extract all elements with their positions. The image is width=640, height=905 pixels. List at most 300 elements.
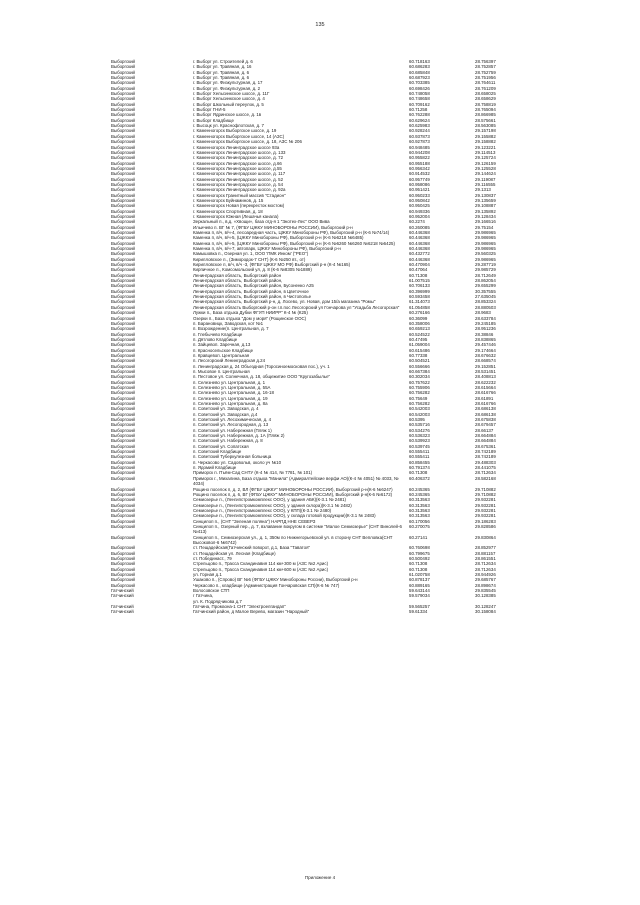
latitude-cell: 60.593458 [409, 294, 430, 300]
address-cell: п. Селезнево ул. Центральная, д. 19 [193, 395, 268, 401]
district-cell: Выборгский [111, 326, 136, 332]
address-cell: п. Ядомий Кладбище [193, 465, 237, 471]
longitude-cell: 28.742189 [475, 449, 496, 455]
address-cell: Каменка п, в/ч, в/ч-5, (ЦЖКУ Минобороны РФ), Выборгский р-н (К-6 №6260 №6260 №6218 №6425) [193, 240, 395, 246]
address-cell: п. Глебычево Кладбище [193, 331, 243, 337]
district-cell: Выборгский [111, 144, 136, 150]
district-cell: Выборгский [111, 555, 136, 561]
latitude-cell: 60.270075 [409, 523, 430, 529]
district-cell: Выборгский [111, 181, 136, 187]
address-cell: ул. К. Подрядчикова д.7 [193, 598, 242, 604]
latitude-cell: 60.799675 [409, 550, 430, 556]
address-cell: ул. Горная д.1 [193, 572, 222, 577]
address-cell: г Гатчина, [193, 593, 214, 599]
longitude-cell: 29.158882 [475, 139, 496, 145]
address-cell: г. Каменногорск Ленинградское шоссе, д. 133 [193, 149, 286, 155]
district-cell: Выборгский [111, 187, 136, 193]
longitude-cell: 28.742189 [475, 454, 496, 460]
latitude-cell: 60.432772 [409, 251, 430, 257]
address-cell: г. Каменногорск Буйнаминов, д. 15 [193, 197, 264, 203]
longitude-cell: 29.986965 [475, 230, 496, 235]
district-cell: Выборгский [111, 443, 136, 449]
latitude-cell: 60.542003 [409, 411, 430, 417]
district-cell: Выборгский [111, 358, 136, 364]
address-cell: Ленинградская область, Выборгский район, в Чистополье [193, 294, 312, 300]
longitude-cell: 29.144624 [475, 171, 496, 177]
district-cell: Выборгский [111, 278, 136, 284]
longitude-cell: 29.985729 [475, 267, 496, 273]
latitude-cell: 60.718163 [409, 59, 430, 64]
latitude-cell: 60.889165 [409, 582, 430, 588]
latitude-cell: 60.927873 [409, 139, 430, 145]
longitude-cell: 28.668574 [475, 358, 496, 364]
address-cell: п. Красносельское Кладбище [193, 347, 254, 353]
latitude-cell: 61.314073 [409, 299, 430, 305]
latitude-cell: 61.054858 [409, 304, 430, 310]
longitude-cell: 28.761209 [475, 85, 496, 91]
longitude-cell: 28.616766 [475, 401, 496, 406]
longitude-cell: 28.675838 [475, 417, 496, 423]
longitude-cell: 29.932281 [475, 513, 496, 519]
address-cell: Ленинградская область, Выборгский район, в Цветочное [193, 288, 309, 294]
address-cell: ст. Пещадейская(Гатчинский поворот, д.1, База "Таватоя" [193, 545, 311, 551]
longitude-cell: 29.932281 [475, 502, 496, 508]
address-cell: Ленинградская область, Выборгский район, [193, 278, 283, 284]
address-cell: г. Каменногорск Южная (Лешачья канала) [193, 213, 279, 219]
longitude-cell: 28.531451 [475, 368, 496, 374]
longitude-cell: 27.635045 [475, 294, 496, 300]
longitude-cell: 29.152851 [475, 363, 496, 369]
latitude-cell: 60.446368 [409, 246, 430, 252]
address-cell: Семиозерье п., (Ленгипстромкомплекс ООО), у здания склора)(К-3.1 № 2482) [193, 502, 352, 508]
district-cell: Выборгский [111, 406, 136, 412]
address-cell: Рощино поселок п, д. 2, ВЛ (ФГБУ ЦЖКУ" МИНОБОРОНЫ РОССИИ), Выборгский р-н(К-6 №6247) [193, 486, 393, 492]
address-cell: п. Советский ул. Лесогородная, д. 13 [193, 422, 269, 428]
address-cell: п. Пестовое ул. Солнечная, д. 18, общежитие ООО "Кругозабылье" [193, 374, 331, 380]
latitude-cell: 60.659213 [409, 326, 430, 332]
address-cell: Ленинградская область, Выборгский р-н, д. Лосево, ул. Новая, дом 15/а магазина "Ромы" [193, 299, 376, 305]
longitude-cell: 28.838865 [475, 336, 496, 342]
district-cell: Выборгский [111, 427, 136, 433]
longitude-cell: 28.582168 [475, 475, 496, 481]
latitude-cell: 60.629624 [409, 117, 430, 123]
latitude-cell: 60.956342 [409, 165, 430, 171]
longitude-cell: 29.135659 [475, 197, 496, 203]
address-cell: Камышовка п., Озерная ул. 1, ООО 'ПМК Инком' ("РЕО") [193, 251, 309, 257]
latitude-cell: 60.71258 [409, 107, 428, 113]
address-cell: г. Каменногорск Ленинградское шоссе, д. 92а [193, 187, 286, 193]
latitude-cell: 60.396999 [409, 288, 430, 294]
district-cell: Выборгский [111, 262, 136, 268]
latitude-cell: 60.756282 [409, 390, 430, 396]
longitude-cell: 29.174664 [475, 347, 496, 353]
latitude-cell: 60.535716 [409, 422, 430, 428]
longitude-cell: 29.986965 [475, 256, 496, 262]
latitude-cell: 60.260085 [409, 224, 430, 230]
latitude-cell: 60.625983 [409, 123, 430, 129]
latitude-cell: 60.77338 [409, 352, 428, 358]
longitude-cell: 29.126159 [475, 160, 496, 166]
longitude-cell: 28.664884 [475, 438, 496, 444]
latitude-cell: 60.47495 [409, 336, 428, 342]
longitude-cell: 29.828586 [475, 523, 496, 529]
district-cell: Выборгский [111, 475, 136, 481]
latitude-cell: 60.755906 [409, 384, 430, 390]
district-cell: Выборгский [111, 304, 136, 310]
latitude-cell: 60.47064 [409, 267, 428, 273]
district-cell: Выборгский [111, 283, 136, 289]
district-cell: Выборгский [111, 256, 136, 262]
address-cell: Семиозерье п., (Ленгипстромкомплекс ООО), у КПП)(К-3.1 № 2480) [193, 507, 332, 513]
latitude-cell: 60.555411 [409, 449, 430, 455]
district-cell: Выборгский [111, 384, 136, 390]
district-cell: Выборгский [111, 299, 136, 305]
address-cell: Кирилловское п., (Зимородок-7 СНТ) (К-6 №250 вт., от) [193, 256, 306, 262]
district-cell: Выборгский [111, 251, 136, 257]
address-cell: Семиозерье п., (Ленгипстромкомплекс ООО), у склада готовой продукции)(К-3.1 № 2483) [193, 513, 376, 519]
address-cell: ст. Побединаст., 79 [193, 555, 232, 561]
latitude-cell: 60.748058 [409, 91, 430, 97]
latitude-cell: 60.760698 [409, 545, 430, 551]
longitude-cell: 29.155882 [475, 133, 496, 139]
district-cell: Выборгский [111, 224, 136, 230]
latitude-cell: 60.542003 [409, 406, 430, 412]
latitude-cell: 60.524522 [409, 331, 430, 337]
district-cell: Выборгский [111, 192, 136, 198]
address-cell: Ушаково п., (Спрово) ВГ №6 (ФГБУ ЦЖКУ Минобороны России), Выборгский р-н [193, 577, 358, 583]
address-cell: п. Селезнево ул. Центральная, д. 8а [193, 401, 268, 406]
address-cell: п. Селезнево ул. Центральная, д. 55А [193, 384, 271, 390]
latitude-cell: 61.059004 [409, 342, 430, 348]
latitude-cell: 60.36099 [409, 315, 428, 321]
latitude-cell: 60.27141 [409, 534, 428, 540]
district-cell: Выборгский [111, 438, 136, 444]
address-cell: п. Лесогорский Ленинградская д.24 [193, 358, 266, 364]
latitude-cell: 60.937873 [409, 133, 430, 139]
district-cell: Выборгский [111, 208, 136, 214]
address-cell: г. Выборг ГНИ-5 [193, 107, 226, 113]
latitude-cell: 60.555411 [409, 454, 430, 460]
address-cell: г. Выборг ул. Строителей д. 6 [193, 59, 253, 64]
latitude-cell: 60.952004 [409, 213, 430, 219]
latitude-cell: 59.61334 [409, 609, 428, 615]
district-cell: Выборгский [111, 550, 136, 556]
latitude-cell: 60.2274 [409, 219, 425, 225]
longitude-cell: 29.986965 [475, 240, 496, 246]
district-cell: Выборгский [111, 497, 136, 503]
latitude-cell: 60.470904 [409, 262, 430, 268]
district-cell: Гатчинский [111, 588, 134, 594]
latitude-cell: 60.313563 [409, 513, 430, 519]
longitude-cell: 29.835545 [475, 588, 496, 594]
district-cell: Выборгский [111, 566, 136, 572]
district-cell: Выборгский [111, 470, 136, 476]
longitude-cell: 29.135892 [475, 208, 496, 214]
address-cell: г. Каменногорск Выборгское шоссе, 14 (АЗС) [193, 133, 285, 139]
address-cell: Гатчина, Промзона-1 СНТ "Электроелгандап" [193, 604, 286, 610]
latitude-cell: 60.446368 [409, 256, 430, 262]
longitude-cell: 28.712634 [475, 566, 496, 572]
address-cell: Стрельцово п., Трасса Скандинавия 114 км+600 м (АЗС №2 Арис) [193, 566, 329, 572]
district-cell: Выборгский [111, 368, 136, 374]
latitude-cell: 60.957749 [409, 176, 430, 182]
latitude-cell: 60.958086 [409, 181, 430, 187]
longitude-cell: 28.686138 [475, 406, 496, 412]
latitude-cell: 60.706133 [409, 283, 430, 289]
district-cell: Выборгский [111, 342, 136, 348]
address-cell: г. Каменногорск Новая (перекресток мостом) [193, 203, 285, 209]
district-cell: Выборгский [111, 315, 136, 321]
longitude-cell: 29.932281 [475, 507, 496, 513]
address-cell: Каменка п, в/ч, в/ч-5, (ЦЖКУ Минобороны РФ), Выборгский р-н (К-6 №6218 №6485) [193, 235, 364, 241]
address-cell: Ильичево п. ВГ № 7, (ФГБУ ЦЖКУ МИНОБОРОНЫ РОССИИ), Выборгский р-н [193, 224, 353, 230]
longitude-cell: 29.125724 [475, 155, 496, 161]
longitude-cell: 28.686138 [475, 411, 496, 417]
latitude-cell: 60.71308 [409, 470, 428, 476]
longitude-cell: 30.158084 [475, 609, 496, 615]
address-cell: п. Зайцевоп. Заречная, д.13 [193, 342, 251, 348]
longitude-cell: 29.560325 [475, 251, 496, 257]
address-cell: п. Ленинградская д. 24 Объездная (Торосиноемосковая пос.), уч. 1 [193, 363, 330, 369]
address-cell: Семиозерье п., (Ленгипстромкомплекс ООО), у здания АБК)(К-3.1 № 2481) [193, 497, 347, 503]
latitude-cell: 60.302034 [409, 374, 430, 380]
address-cell: г. Выборг ул. Физкультурная, д. 2 [193, 85, 261, 91]
latitude-cell: 60.948485 [409, 144, 430, 150]
longitude-cell: 29.75154 [475, 224, 494, 230]
latitude-cell: 60.245365 [409, 486, 430, 492]
address-cell: п. Советский ул. Набережная, д. 8 [193, 438, 263, 444]
longitude-cell: 28.676632 [475, 352, 496, 358]
latitude-cell: 61.020758 [409, 572, 430, 577]
address-cell: п. Советский Туберкулезная больница [193, 454, 272, 460]
address-cell: г. Выборг ул. Травяная, д. 16 [193, 64, 252, 70]
longitude-cell: 28.575661 [475, 117, 496, 123]
district-cell: Выборгский [111, 320, 136, 326]
longitude-cell: 29.157198 [475, 128, 496, 134]
district-cell: Выборгский [111, 401, 136, 406]
address-cell: п. Мысовое п. Центральная [193, 368, 250, 374]
address-cell: Черкасово п., кладбище (Администрация Гончаровская СП)(К-6 № 747) [193, 582, 340, 588]
latitude-cell: 60.687923 [409, 75, 430, 81]
district-cell: Выборгский [111, 59, 136, 64]
latitude-cell: 60.71308 [409, 566, 428, 572]
longitude-cell: 30.357555 [475, 288, 496, 294]
latitude-cell: 60.950842 [409, 197, 430, 203]
latitude-cell: 60.944208 [409, 149, 430, 155]
address-cell: Озерки п., База отдыха "Дом у моря" (Рощинское ООС) [193, 315, 307, 321]
district-cell: Выборгский [111, 165, 136, 171]
address-cell: Синцилоп п., Семиозерская ул., д. 1, 350м по Нижнегорьевской ул. в сторону СНТ Вепловка(СНТ Высоковол-6 №6742) [193, 534, 393, 545]
latitude-cell: 60.762288 [409, 112, 430, 118]
address-cell: г. Выборг Хельсинкское шоссе, д. 11Г [193, 91, 270, 97]
address-cell: п. Селезнево ул. Центральная, д. 1 [193, 379, 266, 385]
district-cell: Выборгский [111, 69, 136, 75]
district-cell: Выборгский [111, 331, 136, 337]
latitude-cell: 60.539745 [409, 443, 430, 449]
address-cell: п. Барановицк, Заводская, кот №1 [193, 320, 264, 326]
district-cell: Выборгский [111, 502, 136, 508]
latitude-cell: 60.446368 [409, 235, 430, 241]
latitude-cell: 60.791374 [409, 465, 430, 471]
latitude-cell: 60.949336 [409, 208, 430, 214]
district-cell: Выборгский [111, 139, 136, 145]
longitude-cell: 29.125528 [475, 165, 496, 171]
latitude-cell: 60.446368 [409, 230, 430, 235]
longitude-cell: 28.61891 [475, 395, 494, 401]
latitude-cell: 60.556666 [409, 363, 430, 369]
page-footer: Приложение 4 [304, 875, 336, 880]
address-cell: Синцилоп п., (СНТ "Зеленая поляна") НАРПД ННЕ СЕВЕРЗ [193, 518, 316, 524]
district-cell: Выборгский [111, 582, 136, 588]
latitude-cell: 60.358006 [409, 320, 430, 326]
longitude-cell: 28.633784 [475, 315, 496, 321]
page-number: 135 [315, 22, 325, 28]
address-cell: п. Возрождение(п. Центральная, д. 7 [193, 326, 269, 332]
district-cell: Выборгский [111, 336, 136, 342]
district-cell: Выборгский [111, 513, 136, 519]
latitude-cell: 60.955188 [409, 160, 430, 166]
address-cell: п. Кравцевоп. Центральная [193, 352, 250, 358]
longitude-cell: 29.932281 [475, 497, 496, 503]
longitude-cell: 28.898674 [475, 582, 496, 588]
longitude-cell: 28.38846 [475, 331, 494, 337]
address-cell: п. Советский ул. Заводская, д. 4 [193, 406, 259, 412]
longitude-cell: 29.830864 [475, 534, 496, 540]
latitude-cell: 60.539923 [409, 438, 430, 444]
district-cell: Выборгский [111, 417, 136, 423]
district-cell: Выборгский [111, 422, 136, 428]
district-cell: Выборгский [111, 64, 136, 70]
address-cell: г. Каменногорск Ленинградское шоссе, д. 52 [193, 176, 284, 182]
latitude-cell: 60.878137 [409, 577, 430, 583]
district-cell: Выборгский [111, 465, 136, 471]
district-cell: Выборгский [111, 433, 136, 439]
longitude-cell: 28.658025 [475, 91, 496, 97]
address-cell: п. Советский ул. Набережная, д. 1А (Пляж 2) [193, 433, 285, 439]
latitude-cell: 60.858455 [409, 459, 430, 465]
district-cell: Выборгский [111, 133, 136, 139]
address-cell: п. Советский ул. Сопатская [193, 443, 249, 449]
district-cell: Выборгский [111, 107, 136, 113]
latitude-cell: 60.615486 [409, 347, 430, 353]
latitude-cell: 60.955822 [409, 155, 430, 161]
district-cell: Выборгский [111, 128, 136, 134]
district-cell: Выборгский [111, 352, 136, 358]
address-cell: Приморск г., Михалина, База отдыха "Манила" (Адмиралтейские верфи АО)(К-4 № 4051) № 4033, № 4034) [193, 475, 399, 487]
district-cell: Выборгский [111, 123, 136, 129]
address-cell: Ленинградская область, Выборгский район [193, 272, 282, 278]
latitude-cell: 59.579034 [409, 593, 430, 599]
district-cell: Выборгский [111, 294, 136, 300]
address-cell: Зеркальный п., в.д. «Хвощи», база отд-я 1 "Экотех-Лес" ООО Вива [193, 219, 330, 225]
latitude-cell: 60.667384 [409, 368, 430, 374]
district-cell: Выборгский [111, 117, 136, 123]
longitude-cell: 28.563085 [475, 123, 496, 129]
longitude-cell: 28.9683 [475, 310, 491, 316]
longitude-cell: 28.615664 [475, 384, 496, 390]
longitude-cell: 28.675361 [475, 443, 496, 449]
longitude-cell: 28.861551 [475, 555, 496, 561]
district-cell: Выборгский [111, 577, 136, 583]
district-cell: Выборгский [111, 155, 136, 161]
address-cell: п. Советский ул. Заводская, д.4 [193, 411, 258, 417]
latitude-cell: 59.565257 [409, 604, 430, 610]
latitude-cell: 60.313563 [409, 497, 430, 503]
address-cell: г. Выборг ул. Травяная, д. 6 [193, 69, 250, 75]
address-cell: г. Каменногорск Ленинградское шоссе, д. 117 [193, 171, 286, 177]
district-cell: Выборгский [111, 91, 136, 97]
address-cell: г. Каменногорск Ленинградское шоссе 93а [193, 144, 280, 150]
latitude-cell: 60.709162 [409, 101, 430, 107]
longitude-cell: 28.752759 [475, 69, 496, 75]
latitude-cell: 60.536323 [409, 433, 430, 439]
latitude-cell: 60.406372 [409, 475, 430, 481]
longitude-cell: 28.866985 [475, 112, 496, 118]
district-cell: Выборгский [111, 85, 136, 91]
district-cell: Выборгский [111, 96, 136, 102]
district-cell: Выборгский [111, 572, 136, 577]
district-cell: Выборгский [111, 363, 136, 369]
longitude-cell: 29.108887 [475, 203, 496, 209]
longitude-cell: 28.679457 [475, 422, 496, 428]
latitude-cell: 60.928244 [409, 128, 430, 134]
district-cell: Выборгский [111, 213, 136, 219]
longitude-cell: 29.130837 [475, 192, 496, 198]
address-cell: г. Выборг Школьный переулок, д. 5 [193, 101, 264, 107]
longitude-cell: 28.944926 [475, 572, 496, 577]
longitude-cell: 30.128385 [475, 593, 496, 599]
address-cell: г. Каменногорск Ленинградское шоссе, д. 72 [193, 155, 284, 161]
address-cell: г. Каменногорск Выборгское шоссе, д. 19 [193, 128, 277, 134]
district-cell: Выборгский [111, 379, 136, 385]
longitude-cell: 29.457446 [475, 342, 496, 348]
address-cell: г. Каменногорск Выборгское шоссе, д. 18, АЗС № 206 [193, 139, 302, 145]
address-cell: п. Советский Кладбище [193, 449, 242, 455]
longitude-cell: 28.712634 [475, 470, 496, 476]
latitude-cell: 60.686283 [409, 64, 430, 70]
district-cell: Гатчинский [111, 593, 134, 599]
longitude-cell: 28.756397 [475, 59, 496, 64]
longitude-cell: 28.712634 [475, 561, 496, 567]
district-cell: Выборгский [111, 459, 136, 465]
longitude-cell: 29.710882 [475, 486, 496, 492]
latitude-cell: 60.75649 [409, 395, 428, 401]
address-cell: г. Каменногорск Ленинградское шоссе, д.55 [193, 165, 282, 171]
address-cell: Гатчинский район, д Малое Верево, магазин "Народный" [193, 609, 310, 615]
district-cell: Выборгский [111, 561, 136, 567]
district-cell: Выборгский [111, 75, 136, 81]
district-cell: Выборгский [111, 272, 136, 278]
latitude-cell: 60.698426 [409, 85, 430, 91]
latitude-cell: 60.951421 [409, 187, 430, 193]
district-cell: Выборгский [111, 507, 136, 513]
longitude-cell: 28.881157 [475, 550, 496, 556]
longitude-cell: 29.655299 [475, 283, 496, 289]
address-cell: Кирпичное п., Комсомольский ул, д. 8 (К-6 №8305 №1889) [193, 267, 312, 273]
longitude-cell: 29.287719 [475, 262, 496, 268]
district-cell: Выборгский [111, 411, 136, 417]
longitude-cell: 29.488303 [475, 459, 496, 465]
latitude-cell: 60.504521 [409, 358, 430, 364]
address-cell: Кирилловское п, в/ч, в/ч -3, (ФГБУ ЦЖКУ МО РФ) Выборгский р-н (К-4 №165) [193, 262, 351, 268]
district-cell: Выборгский [111, 310, 136, 316]
district-cell: Выборгский [111, 454, 136, 460]
district-cell: Выборгский [111, 246, 136, 252]
latitude-cell: 60.71308 [409, 272, 428, 278]
longitude-cell: 28.66137 [475, 427, 494, 433]
longitude-cell: 29.123221 [475, 144, 496, 150]
address-cell: г. Выборг ул. Травяная, д. 6 [193, 75, 250, 81]
